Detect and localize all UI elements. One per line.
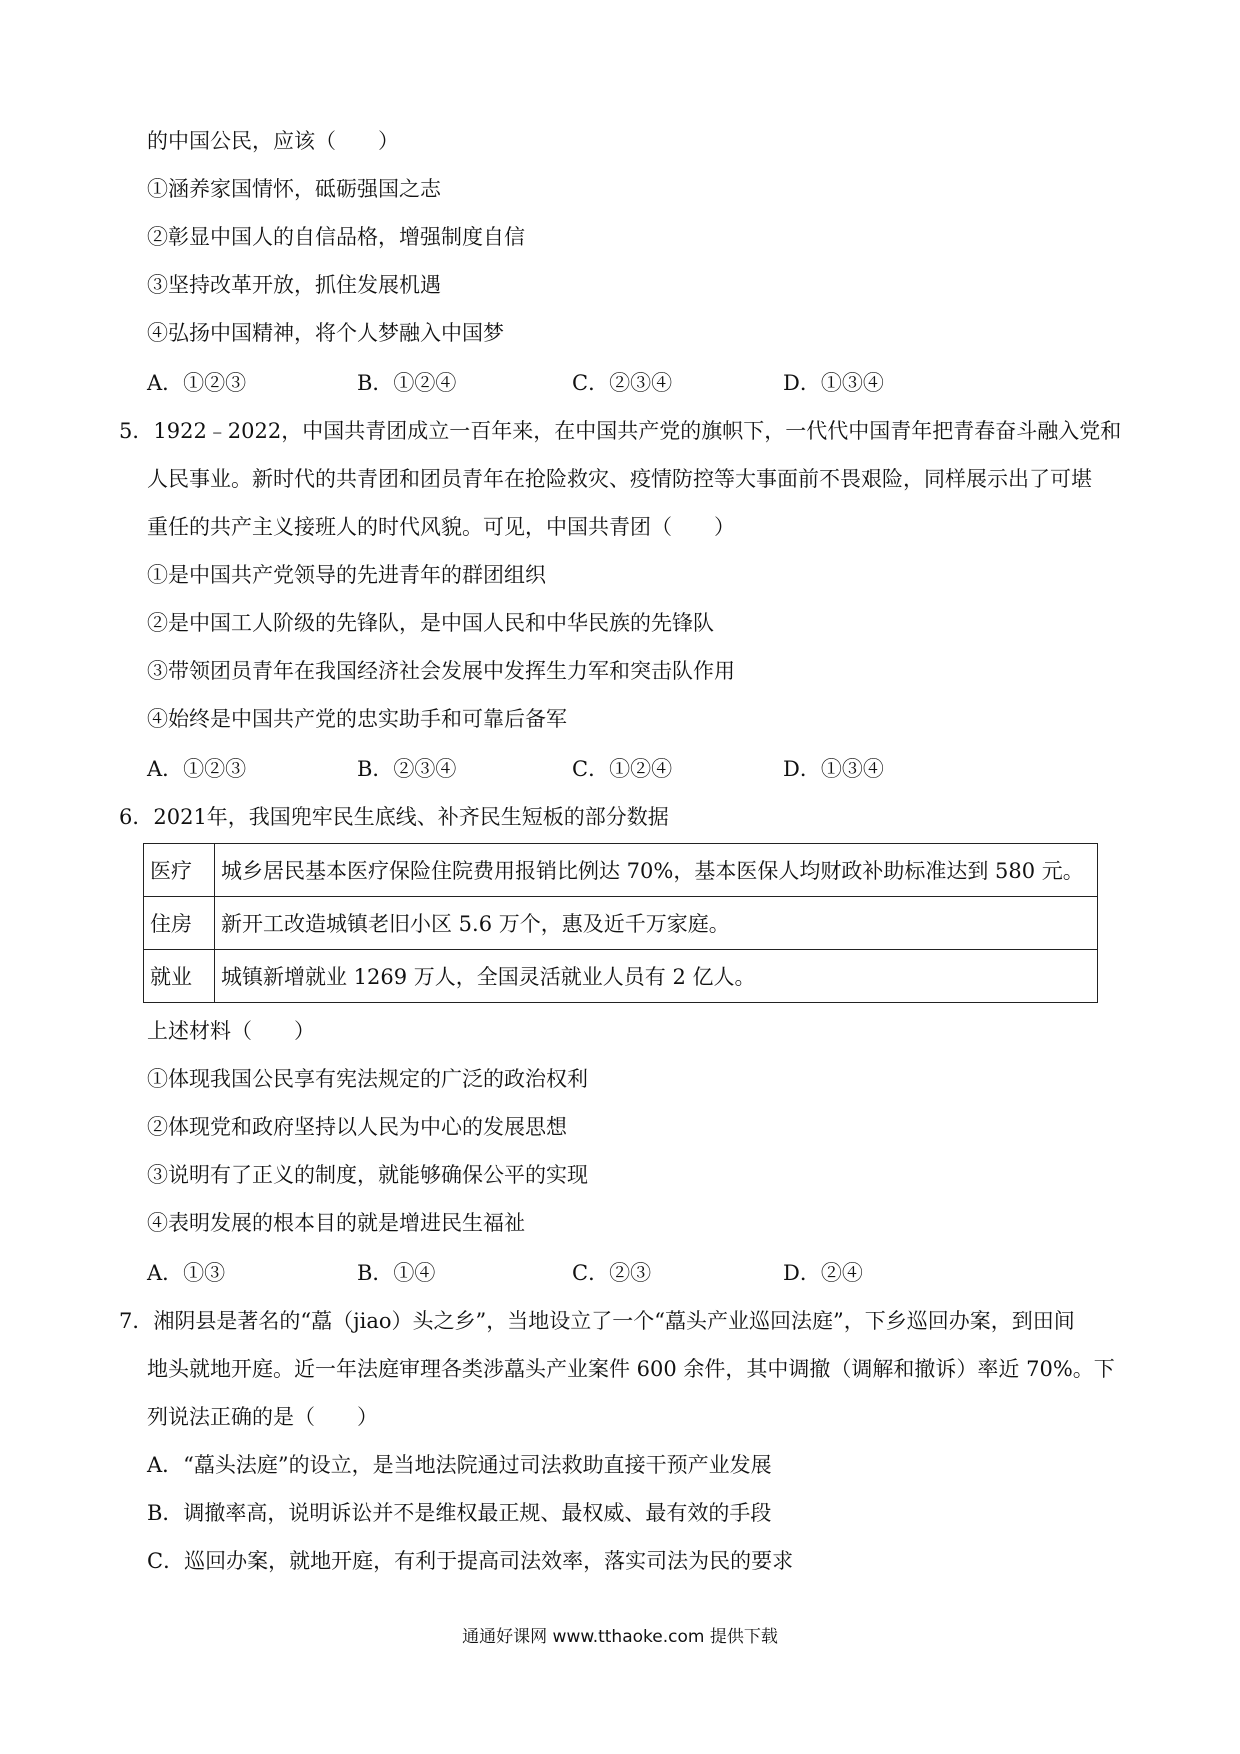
table-category-cell: 医疗 bbox=[144, 844, 215, 897]
q4-item-4: ④弘扬中国精神，将个人梦融入中国梦 bbox=[147, 321, 504, 345]
q5-item-2: ②是中国工人阶级的先锋队，是中国人民和中华民族的先锋队 bbox=[147, 611, 714, 635]
q5-option-a: A．①②③ bbox=[147, 757, 247, 781]
q6-option-a: A．①③ bbox=[147, 1261, 226, 1285]
q5-item-3: ③带领团员青年在我国经济社会发展中发挥生力军和突击队作用 bbox=[147, 659, 735, 683]
q5-option-c: C．①②④ bbox=[572, 757, 673, 781]
q7-stem-line-3: 列说法正确的是（ ） bbox=[147, 1405, 378, 1429]
q4-option-c: C．②③④ bbox=[572, 371, 673, 395]
q5-option-b: B．②③④ bbox=[357, 757, 457, 781]
q5-item-1: ①是中国共产党领导的先进青年的群团组织 bbox=[147, 563, 546, 587]
q5-stem-line-3: 重任的共产主义接班人的时代风貌。可见，中国共青团（ ） bbox=[147, 515, 735, 539]
q5-stem-line-1: 5．1922﹣2022，中国共青团成立一百年来，在中国共产党的旗帜下，一代代中国青年把青春奋斗融入党和 bbox=[119, 419, 1122, 443]
q6-data-table bbox=[143, 843, 1098, 1003]
table-content-cell: 新开工改造城镇老旧小区 5.6 万个，惠及近千万家庭。 bbox=[215, 897, 1098, 950]
q4-item-3: ③坚持改革开放，抓住发展机遇 bbox=[147, 273, 441, 297]
q7-option-a: A．“藠头法庭”的设立，是当地法院通过司法救助直接干预产业发展 bbox=[147, 1453, 772, 1477]
table-row bbox=[144, 950, 1098, 1003]
q6-item-3: ③说明有了正义的制度，就能够确保公平的实现 bbox=[147, 1163, 588, 1187]
q4-item-1: ①涵养家国情怀，砥砺强国之志 bbox=[147, 177, 441, 201]
q4-item-2: ②彰显中国人的自信品格，增强制度自信 bbox=[147, 225, 525, 249]
q7-stem-line-1: 7．湘阴县是著名的“藠（jiao）头之乡”，当地设立了一个“藠头产业巡回法庭”，下乡巡回办案，到田间 bbox=[119, 1309, 1075, 1333]
table-content-cell: 城镇新增就业 1269 万人，全国灵活就业人员有 2 亿人。 bbox=[215, 950, 1098, 1003]
q7-option-b: B．调撤率高，说明诉讼并不是维权最正规、最权威、最有效的手段 bbox=[147, 1501, 772, 1525]
q6-item-1: ①体现我国公民享有宪法规定的广泛的政治权利 bbox=[147, 1067, 588, 1091]
q6-option-c: C．②③ bbox=[572, 1261, 652, 1285]
q6-stem: 6．2021年，我国兜牢民生底线、补齐民生短板的部分数据 bbox=[119, 805, 669, 829]
table-category-cell: 住房 bbox=[144, 897, 215, 950]
q4-option-b: B．①②④ bbox=[357, 371, 457, 395]
table-row bbox=[144, 844, 1098, 897]
table-category-cell: 就业 bbox=[144, 950, 215, 1003]
q7-stem-line-2: 地头就地开庭。近一年法庭审理各类涉藠头产业案件 600 余件，其中调撤（调解和撤诉）率近 70%。下 bbox=[147, 1357, 1115, 1381]
q5-option-d: D．①③④ bbox=[783, 757, 884, 781]
table-row bbox=[144, 897, 1098, 950]
q4-stem-tail: 的中国公民，应该（ ） bbox=[147, 129, 399, 153]
q6-item-2: ②体现党和政府坚持以人民为中心的发展思想 bbox=[147, 1115, 567, 1139]
q6-option-d: D．②④ bbox=[783, 1261, 863, 1285]
page-footer: 通通好课网 www.tthaoke.com 提供下载 bbox=[462, 1627, 778, 1647]
q6-prompt: 上述材料（ ） bbox=[147, 1019, 315, 1043]
q5-stem-line-2: 人民事业。新时代的共青团和团员青年在抢险救灾、疫情防控等大事面前不畏艰险，同样展示出了可堪 bbox=[147, 467, 1092, 491]
q7-option-c: C．巡回办案，就地开庭，有利于提高司法效率，落实司法为民的要求 bbox=[147, 1549, 794, 1573]
table-content-cell: 城乡居民基本医疗保险住院费用报销比例达 70%，基本医保人均财政补助标准达到 580 元。 bbox=[215, 844, 1098, 897]
q4-option-d: D．①③④ bbox=[783, 371, 884, 395]
q6-item-4: ④表明发展的根本目的就是增进民生福祉 bbox=[147, 1211, 525, 1235]
q6-option-b: B．①④ bbox=[357, 1261, 436, 1285]
q5-item-4: ④始终是中国共产党的忠实助手和可靠后备军 bbox=[147, 707, 567, 731]
q4-option-a: A．①②③ bbox=[147, 371, 247, 395]
